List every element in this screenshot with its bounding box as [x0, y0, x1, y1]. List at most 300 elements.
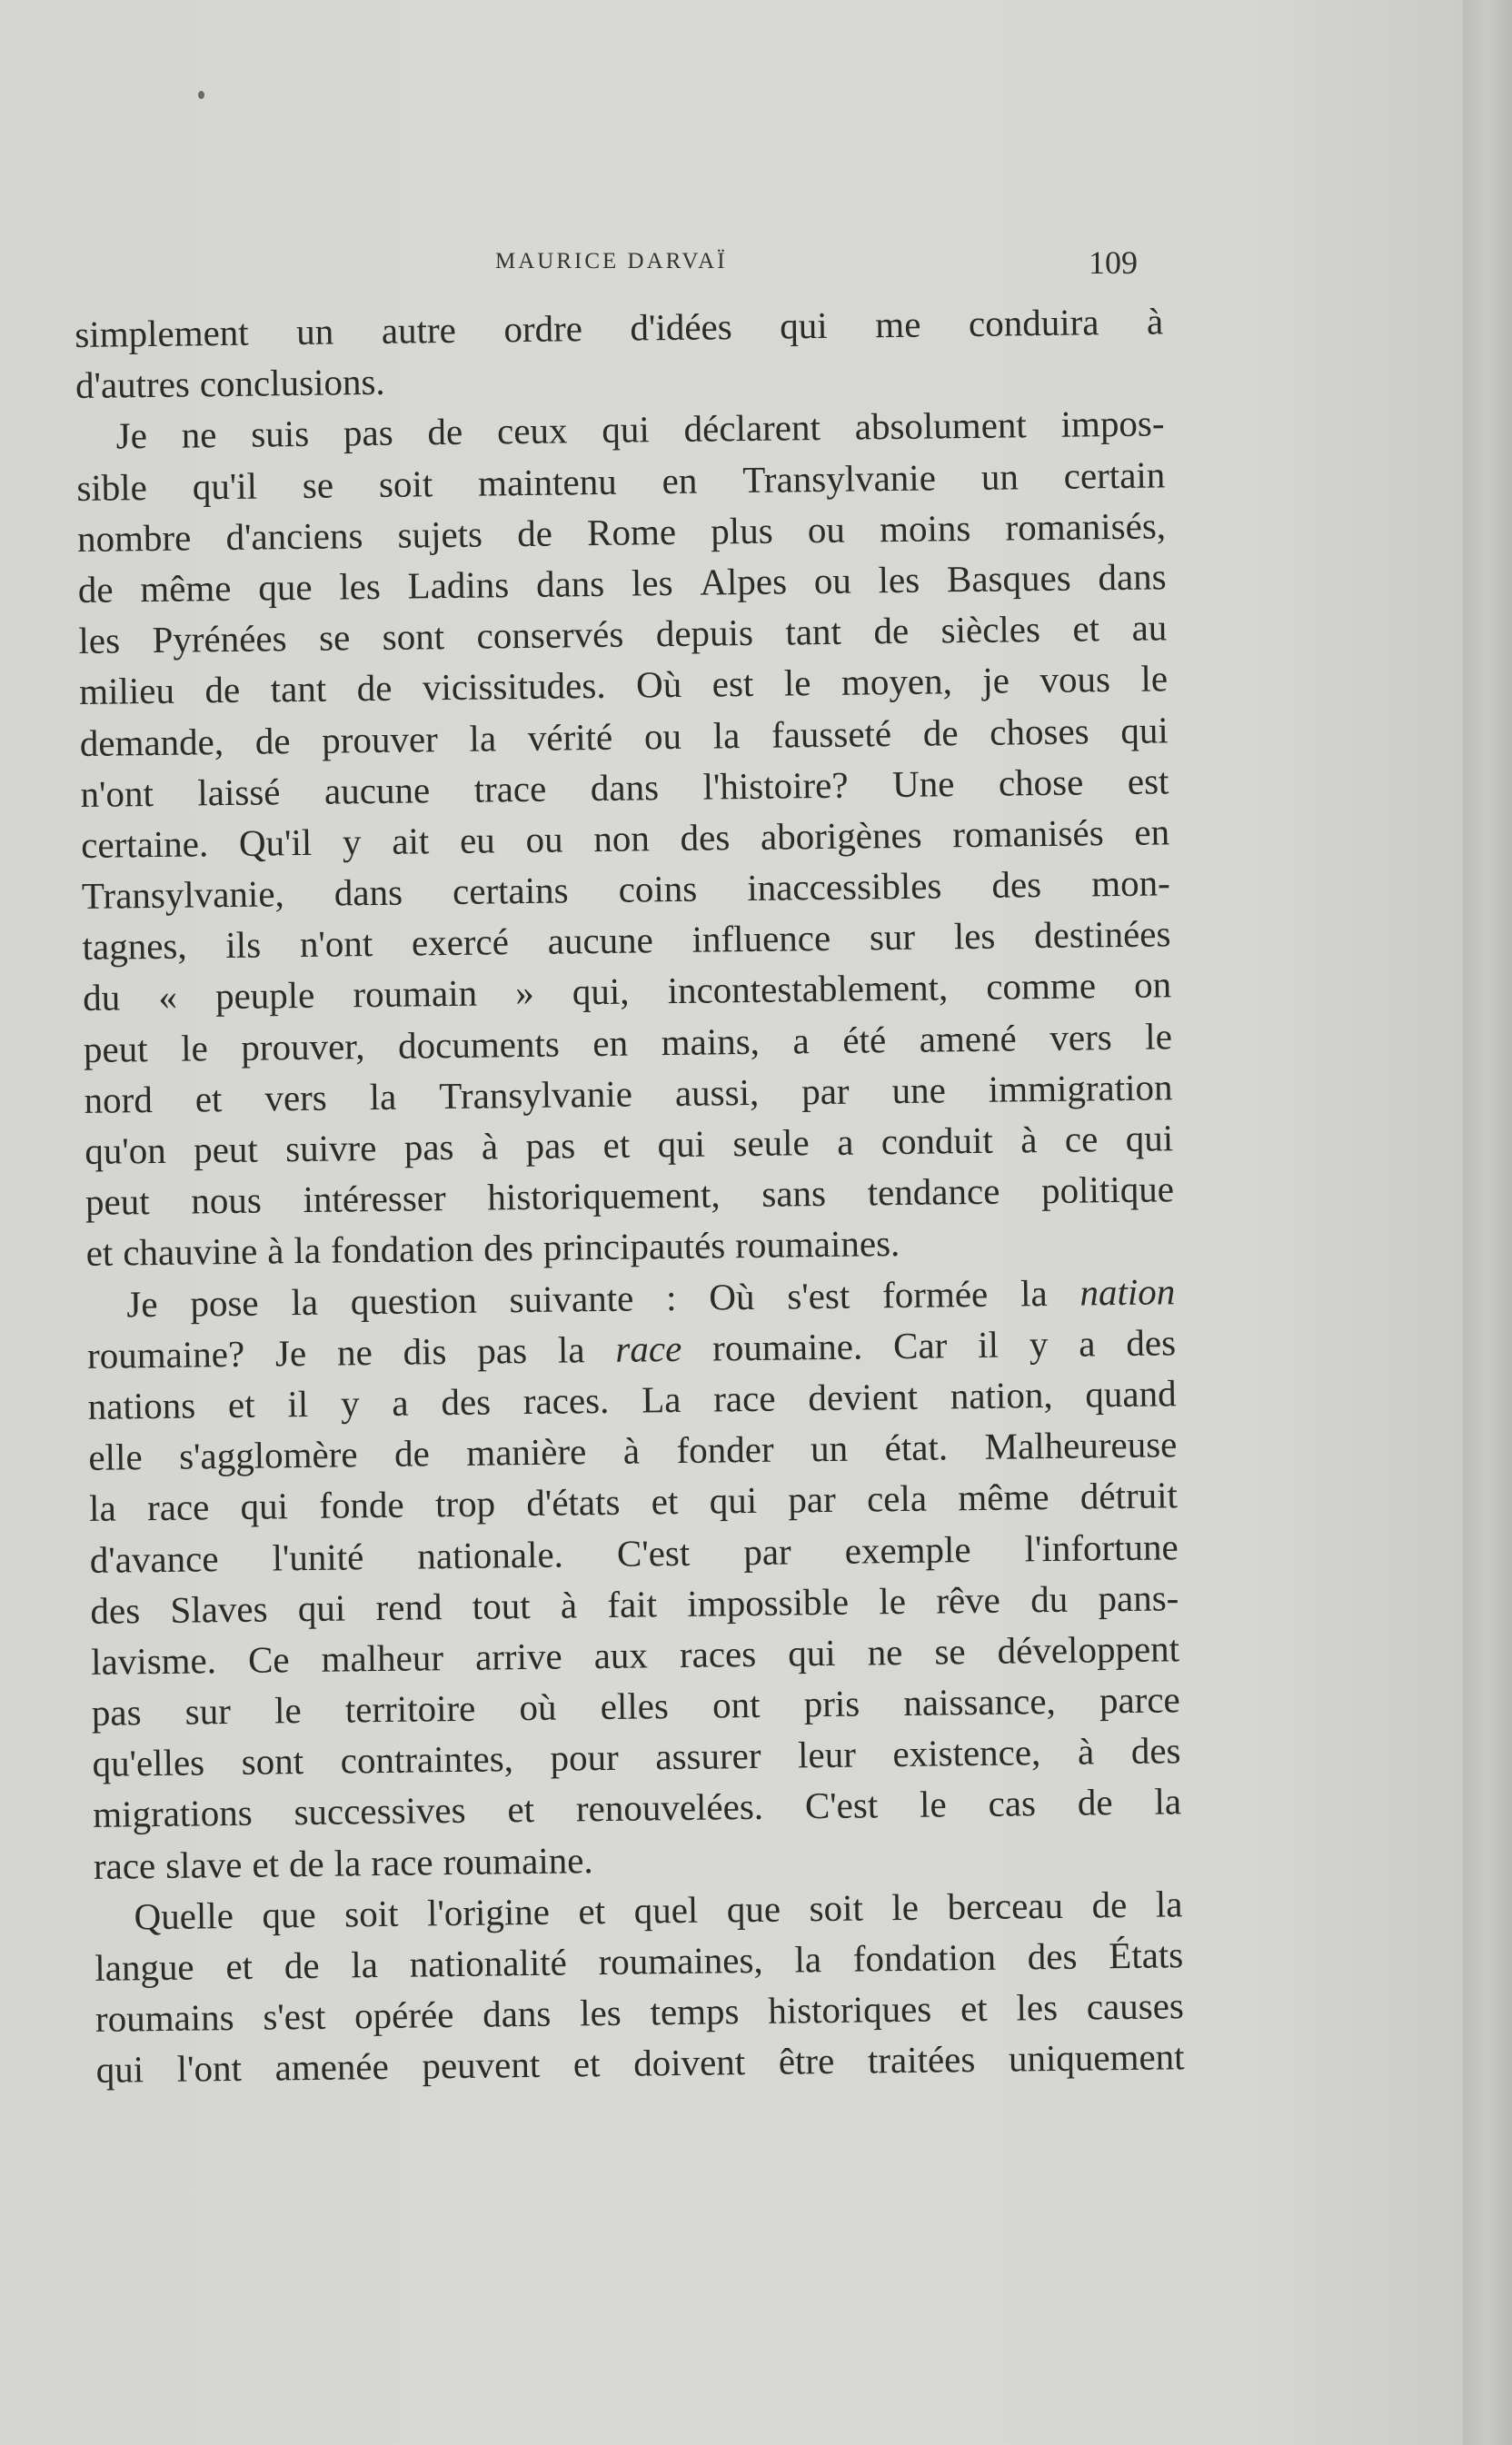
word: ceux	[496, 409, 568, 452]
word: qui	[1125, 1117, 1174, 1159]
word: contraintes,	[340, 1737, 514, 1782]
word: s'agglomère	[178, 1433, 358, 1477]
word: Transylvanie	[741, 455, 937, 501]
word: les	[878, 558, 920, 601]
word: est	[1127, 760, 1169, 802]
word: à	[1146, 300, 1164, 343]
word: et	[194, 1077, 223, 1120]
word: peut	[85, 1180, 150, 1224]
word: Je	[126, 1282, 158, 1325]
word: autre	[381, 308, 457, 352]
word: aucune	[323, 768, 431, 812]
word: La	[641, 1377, 681, 1421]
word: C'est	[804, 1784, 879, 1827]
word: la	[1020, 1271, 1048, 1314]
word: à	[1077, 1730, 1095, 1773]
word: historiquement,	[487, 1173, 721, 1218]
word: Transylvanie	[439, 1072, 633, 1117]
word: les	[631, 561, 673, 604]
word: berceau	[947, 1883, 1064, 1928]
word: été	[842, 1018, 887, 1061]
running-head	[0, 244, 1512, 289]
word: nord	[84, 1078, 154, 1121]
word: la	[1154, 1780, 1182, 1824]
word: se	[318, 616, 351, 659]
word: que	[262, 1893, 316, 1936]
word: un	[295, 310, 334, 353]
word: intéresser	[303, 1177, 446, 1221]
word: pas	[477, 1328, 528, 1372]
word: la	[712, 713, 741, 756]
word: race	[712, 1377, 776, 1420]
word: politique	[1040, 1168, 1175, 1212]
word: de	[1077, 1781, 1113, 1824]
word: «	[158, 976, 178, 1019]
word: est	[711, 662, 754, 705]
word: et	[960, 1987, 988, 2030]
word: causes	[1086, 1984, 1185, 2028]
word: incontestablement,	[667, 966, 949, 1012]
word: fonde	[319, 1483, 404, 1527]
word: Basques	[946, 556, 1071, 601]
word: ait	[392, 820, 430, 862]
word: pans-	[1098, 1575, 1179, 1620]
word: pas	[525, 1124, 576, 1168]
word: s'est	[263, 1994, 326, 2038]
word: les	[1016, 1986, 1059, 2029]
word: a	[392, 1381, 409, 1424]
word: dans	[333, 870, 403, 914]
word: pas	[91, 1691, 142, 1734]
word: de	[77, 568, 114, 611]
word: des	[441, 1380, 492, 1424]
word: fondation	[330, 1227, 474, 1272]
word: sur	[869, 916, 916, 959]
word: dans	[482, 1992, 552, 2035]
word: roumaines.	[734, 1222, 900, 1267]
word: Où	[709, 1275, 755, 1318]
word: la	[557, 1327, 585, 1371]
word: pris	[803, 1682, 860, 1725]
word: coins	[618, 867, 698, 910]
word: soit	[809, 1886, 864, 1930]
word: du	[82, 976, 121, 1019]
word: langue	[94, 1945, 194, 1989]
word: les	[953, 914, 996, 958]
word: rêve	[935, 1578, 1001, 1622]
word: ils	[225, 923, 262, 967]
word: des	[991, 863, 1042, 906]
word: déclarent	[683, 406, 821, 451]
word: et	[1072, 607, 1100, 650]
word: roumaine.	[711, 1325, 863, 1369]
word: et	[651, 1480, 679, 1523]
word: la	[88, 1486, 117, 1530]
word: du	[1030, 1577, 1069, 1620]
word: je	[982, 659, 1010, 702]
word: tendance	[867, 1169, 1000, 1214]
word: ont	[711, 1683, 761, 1726]
word: de	[922, 711, 959, 754]
word: tant	[270, 667, 327, 711]
word: suis	[251, 412, 310, 456]
word: sujets	[397, 512, 483, 556]
word: la	[293, 1229, 322, 1272]
word: aussi,	[674, 1070, 760, 1114]
word: peut	[83, 1027, 148, 1070]
word: rend	[375, 1585, 443, 1628]
word: a	[1078, 1322, 1096, 1365]
word: par	[788, 1478, 837, 1521]
word: ou	[525, 818, 563, 860]
word: elles	[600, 1685, 670, 1728]
word: qui	[602, 408, 651, 452]
word: mon-	[1090, 861, 1171, 905]
body-text	[75, 295, 1185, 2095]
word: qui	[1120, 708, 1169, 751]
word: roumaine.	[443, 1838, 593, 1883]
word: renouvelées.	[575, 1785, 764, 1830]
word: sans	[761, 1172, 827, 1216]
word: races.	[522, 1378, 610, 1422]
word: soit	[343, 1892, 399, 1935]
word: conduira	[968, 301, 1099, 344]
word: la	[794, 1938, 822, 1981]
word: non	[593, 817, 651, 860]
word: arrive	[474, 1635, 562, 1678]
word: impos-	[1060, 402, 1165, 446]
word: pose	[190, 1281, 259, 1325]
word: de	[356, 667, 393, 710]
word: vers	[1049, 1015, 1112, 1059]
word: conduit	[880, 1118, 994, 1163]
word: devient	[808, 1375, 919, 1419]
word: exemple	[844, 1527, 971, 1572]
word: on	[1133, 963, 1172, 1007]
word: eu	[459, 819, 496, 861]
word: pas	[343, 412, 393, 454]
word: pas	[403, 1125, 454, 1168]
word: nation	[1079, 1269, 1176, 1314]
word: ou	[643, 714, 682, 757]
word: qui	[787, 1631, 836, 1675]
word: fausseté	[771, 711, 892, 756]
word: maintenu	[477, 460, 617, 504]
word: Ladins	[407, 563, 510, 607]
word: de	[284, 1943, 320, 1987]
word: des	[90, 1588, 141, 1632]
word: assurer	[655, 1734, 761, 1778]
word: temps	[650, 1990, 740, 2033]
word: nombre	[76, 516, 192, 560]
word: en	[592, 1021, 629, 1064]
word: formée	[881, 1272, 989, 1316]
word: la	[369, 1075, 397, 1118]
word: vicissitudes.	[422, 664, 606, 709]
word: de	[288, 1842, 324, 1884]
word: Quelle	[134, 1893, 234, 1938]
word: sible	[76, 465, 148, 509]
word: le	[274, 1689, 302, 1732]
word: de	[393, 1432, 431, 1475]
word: lavisme.	[90, 1639, 217, 1683]
word: les	[579, 1991, 622, 2034]
word: sont	[382, 615, 445, 659]
word: Rome	[586, 510, 677, 553]
word: en	[1134, 810, 1170, 853]
word: nation,	[950, 1373, 1053, 1417]
word: état.	[884, 1426, 949, 1469]
word: roumain	[353, 972, 478, 1016]
word: qui	[779, 303, 828, 347]
word: roumaine?	[86, 1332, 245, 1377]
word: y	[340, 1382, 360, 1425]
word: romanisés	[952, 811, 1104, 856]
word: qui	[709, 1479, 758, 1522]
word: seule	[732, 1121, 810, 1165]
word: Car	[892, 1324, 948, 1367]
word: peut	[193, 1128, 259, 1171]
word: Malheureuse	[984, 1423, 1178, 1467]
word: migrations	[92, 1792, 253, 1836]
word: ou	[813, 559, 852, 602]
word: doivent	[632, 2041, 746, 2085]
word: nous	[191, 1178, 263, 1222]
word: le	[919, 1783, 947, 1826]
word: nations	[87, 1384, 196, 1427]
word: depuis	[655, 611, 754, 655]
word: principautés	[542, 1224, 726, 1269]
word: race	[146, 1486, 210, 1529]
word: demande,	[79, 720, 224, 764]
word: soit	[378, 462, 433, 505]
word: où	[519, 1685, 557, 1729]
word: et	[227, 1383, 255, 1426]
word: de	[1091, 1883, 1128, 1926]
word: absolument	[854, 403, 1028, 448]
word: il	[977, 1323, 1000, 1366]
word: impossible	[687, 1580, 850, 1625]
word: la	[291, 1280, 319, 1323]
word: uniquement	[1008, 2035, 1185, 2080]
word: même	[958, 1476, 1049, 1519]
word: à	[266, 1229, 284, 1272]
word: l'infortune	[1024, 1525, 1179, 1569]
word: le	[891, 1885, 920, 1928]
word: Qu'il	[238, 820, 313, 864]
word: que	[257, 565, 313, 609]
word: qu'elles	[92, 1741, 205, 1785]
word: se	[934, 1630, 966, 1673]
word: Transylvanie,	[81, 872, 285, 918]
word: ne	[336, 1330, 373, 1374]
word: aucune	[547, 919, 654, 962]
word: roumaines,	[598, 1938, 763, 1983]
word: même	[140, 566, 232, 611]
word: conclusions.	[199, 361, 385, 405]
word: à	[481, 1125, 499, 1168]
word: des	[1126, 1321, 1177, 1364]
word: qu'il	[192, 464, 258, 507]
word: races	[679, 1632, 757, 1675]
word: n'ont	[80, 771, 154, 815]
word: ne	[867, 1630, 903, 1674]
word: le	[180, 1026, 209, 1069]
word: la	[1155, 1883, 1183, 1925]
word: Je	[274, 1331, 307, 1375]
word: développent	[997, 1627, 1180, 1672]
word: slave	[164, 1843, 243, 1886]
word: me	[874, 303, 921, 346]
word: immigration	[988, 1066, 1173, 1110]
word: trop	[434, 1482, 496, 1526]
word: prouver,	[241, 1024, 365, 1068]
word: opérée	[353, 1993, 454, 2037]
word: race	[371, 1840, 433, 1883]
word: de	[254, 719, 291, 762]
word: vous	[1040, 658, 1111, 701]
word: au	[1131, 606, 1168, 649]
word: destinées	[1033, 912, 1171, 957]
word: des	[1130, 1729, 1181, 1773]
word: de	[204, 669, 241, 711]
word: romanisés,	[1005, 504, 1167, 549]
word: a	[836, 1120, 854, 1163]
word: les	[78, 619, 121, 662]
word: race	[93, 1844, 156, 1887]
word: fondation	[852, 1935, 997, 1980]
word: ordre	[503, 307, 583, 351]
word: la	[351, 1943, 379, 1986]
word: une	[891, 1068, 947, 1111]
word: et	[225, 1944, 254, 1988]
word: et	[578, 1889, 606, 1933]
word: fait	[607, 1582, 658, 1625]
word: traitées	[867, 2038, 976, 2082]
word: quand	[1085, 1372, 1177, 1416]
page-edge-shadow	[1463, 0, 1512, 2445]
word: y	[1029, 1322, 1049, 1365]
word: leur	[797, 1733, 857, 1776]
word: vers	[264, 1076, 327, 1119]
word: le	[1144, 1014, 1173, 1058]
word: par	[742, 1529, 791, 1573]
word: amenée	[274, 2045, 390, 2089]
word: que	[726, 1887, 781, 1931]
word: suivante	[509, 1277, 634, 1320]
word: qui,	[572, 970, 630, 1013]
word: chauvine	[123, 1229, 258, 1274]
word: C'est	[616, 1531, 691, 1575]
word: »	[514, 971, 535, 1014]
word: tant	[785, 610, 842, 653]
word: choses	[989, 709, 1089, 753]
word: à	[1020, 1118, 1038, 1161]
word: des	[482, 1227, 534, 1269]
word: certaine.	[80, 822, 209, 866]
word: comme	[986, 964, 1097, 1009]
word: cas	[988, 1782, 1037, 1825]
word: l'ont	[176, 2047, 243, 2091]
word: manière	[465, 1430, 587, 1474]
word: quel	[633, 1888, 699, 1932]
word: le	[783, 661, 811, 704]
word: se	[302, 463, 334, 506]
page-number: 109	[1089, 244, 1138, 281]
word: milieu	[78, 670, 175, 713]
word: et	[507, 1788, 535, 1831]
word: aborigènes	[760, 813, 922, 858]
word: y	[342, 820, 362, 863]
word: roumains	[94, 1996, 234, 2041]
word: tout	[472, 1584, 531, 1627]
word: dans	[535, 562, 605, 605]
word: chose	[998, 760, 1084, 804]
word: à	[560, 1584, 578, 1626]
word: en	[662, 459, 698, 502]
word: amené	[919, 1017, 1017, 1060]
word: laissé	[197, 770, 281, 814]
word: l'histoire?	[702, 763, 849, 808]
word: il	[287, 1382, 309, 1426]
word: de	[873, 609, 910, 652]
word: Où	[635, 663, 682, 706]
word: être	[778, 2040, 835, 2083]
word: ce	[1064, 1118, 1099, 1160]
word: dis	[403, 1329, 447, 1373]
word: dans	[1098, 555, 1167, 599]
word: exercé	[411, 920, 510, 964]
word: un	[980, 454, 1020, 498]
word: les	[339, 564, 382, 608]
word: peuple	[214, 974, 315, 1018]
word: d'idées	[630, 305, 732, 349]
word: qui	[95, 2048, 144, 2092]
word: certain	[1063, 452, 1166, 497]
word: mains,	[661, 1019, 761, 1063]
word: Ce	[247, 1638, 290, 1681]
word: Pyrénées	[152, 617, 287, 661]
word: le	[1140, 657, 1169, 701]
word: suivre	[284, 1127, 377, 1170]
word: la	[333, 1841, 362, 1884]
word: qui	[297, 1586, 346, 1629]
word: question	[350, 1278, 478, 1322]
word: territoire	[344, 1686, 476, 1731]
word: Alpes	[700, 560, 788, 603]
word: certains	[452, 869, 569, 913]
word: et	[85, 1231, 114, 1275]
word: Une	[891, 761, 955, 805]
word: historiques	[768, 1987, 932, 2033]
word: documents	[397, 1022, 561, 1067]
word: des	[1027, 1934, 1078, 1978]
word: et	[572, 2042, 601, 2085]
word: par	[801, 1069, 850, 1113]
word: elle	[88, 1436, 143, 1479]
word: plus	[710, 509, 773, 552]
word: d'autres	[75, 363, 191, 407]
ink-speck	[198, 91, 204, 99]
word: aux	[593, 1634, 649, 1676]
word: sur	[184, 1690, 232, 1733]
word: Je	[115, 414, 148, 457]
word: s'est	[787, 1274, 850, 1317]
word: qu'on	[85, 1128, 166, 1172]
word: pour	[550, 1736, 619, 1779]
word: des	[680, 816, 731, 859]
word: ou	[807, 508, 846, 551]
